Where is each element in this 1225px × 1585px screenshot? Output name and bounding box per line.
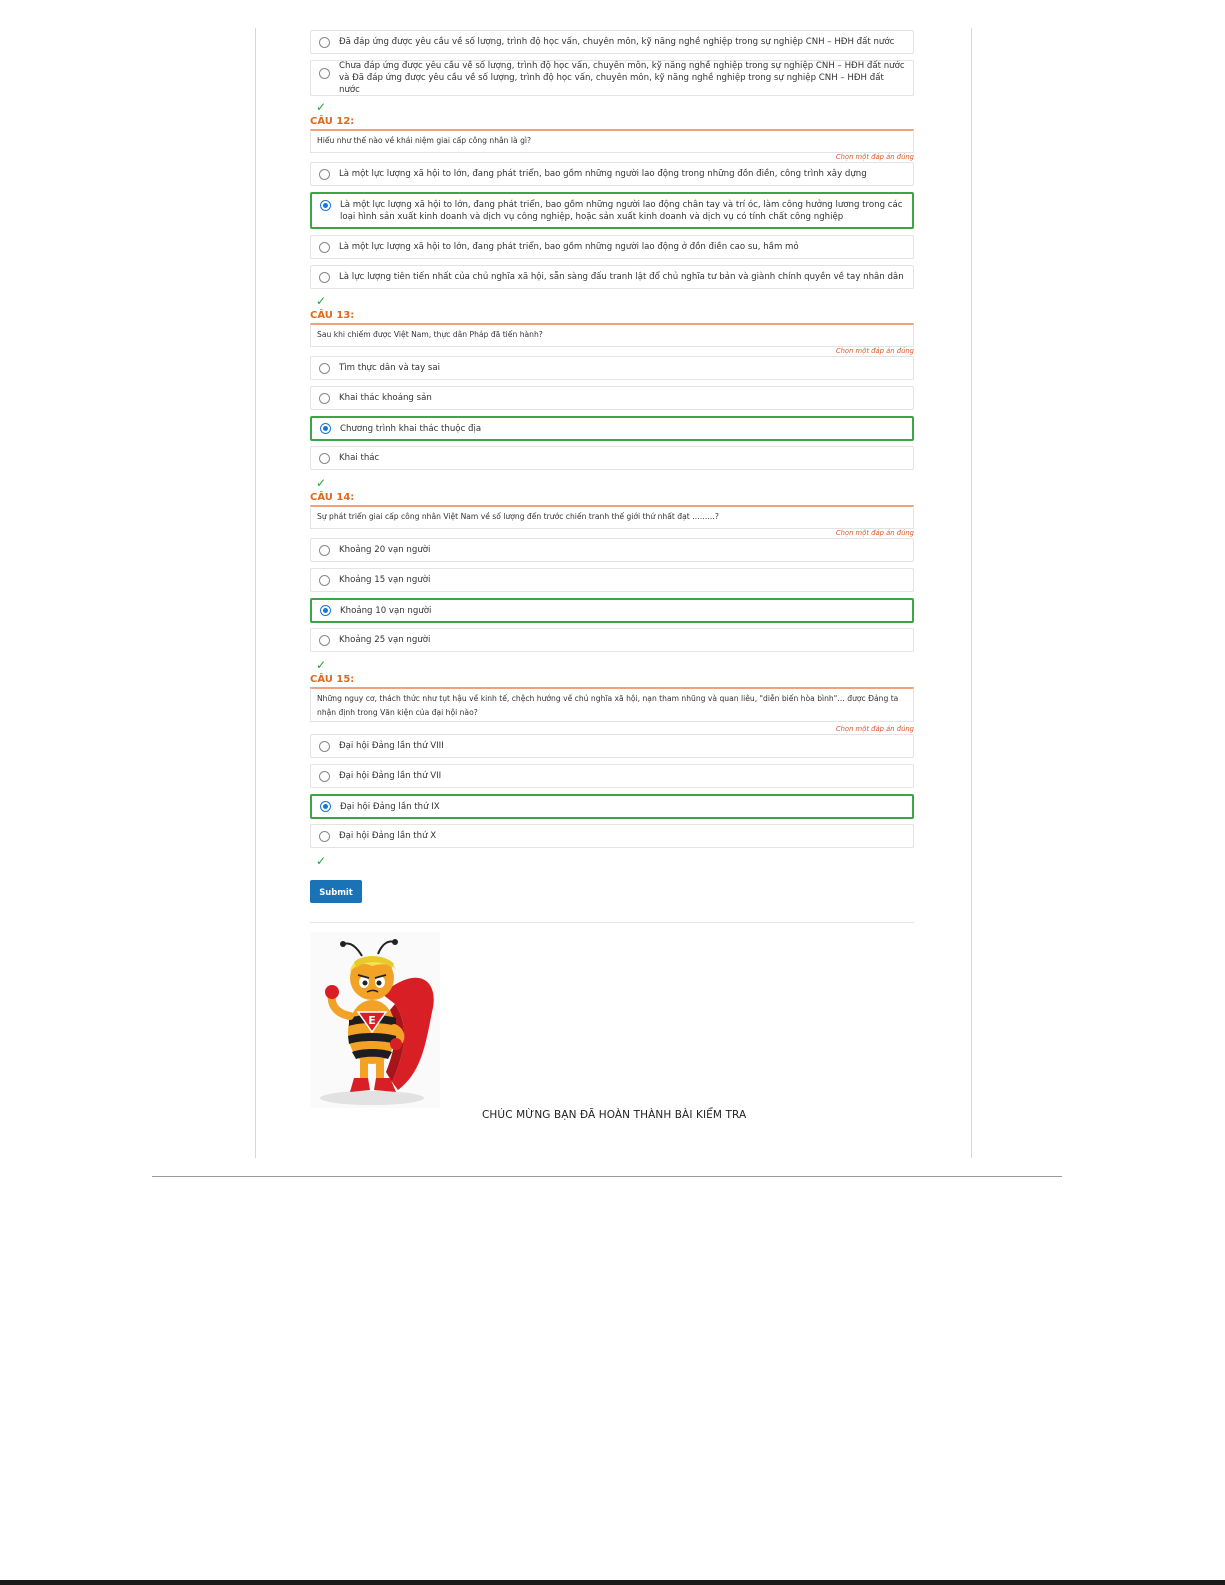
option-q12-d[interactable]: [310, 265, 914, 289]
question-title: CÂU 15:: [310, 674, 355, 685]
question-title: CÂU 13:: [310, 310, 355, 321]
option-label: Là lực lượng tiên tiến nhất của chủ nghĩa xã hội, sẵn sàng đấu tranh lật đổ chủ nghĩa tư bản và giành chính quyền về tay nhân dân: [339, 272, 904, 282]
radio-icon[interactable]: [319, 242, 330, 253]
check-icon: ✓: [316, 476, 327, 490]
divider: [310, 922, 914, 923]
option-label: Tìm thực dân và tay sai: [339, 363, 441, 373]
question-text: Sau khi chiếm được Việt Nam, thực dân Pháp đã tiến hành?: [317, 330, 543, 339]
question-prompt: [310, 687, 914, 722]
option-q13-d[interactable]: [310, 446, 914, 470]
footer-divider: [152, 1176, 1062, 1177]
mascot-emblem-letter: E: [368, 1014, 376, 1027]
question-title: CÂU 14:: [310, 492, 355, 503]
question-text: Hiểu như thế nào về khái niệm giai cấp công nhân là gì?: [317, 136, 532, 145]
radio-icon[interactable]: [319, 393, 330, 404]
option-q11-a[interactable]: [310, 30, 914, 54]
radio-icon[interactable]: [319, 272, 330, 283]
option-label: Khoảng 15 vạn người: [339, 575, 431, 585]
radio-icon[interactable]: [319, 575, 330, 586]
question-prompt: [310, 129, 914, 153]
option-label: Khoảng 10 vạn người: [340, 605, 432, 616]
radio-icon[interactable]: [320, 801, 331, 812]
option-label: Đại hội Đảng lần thứ X: [339, 831, 437, 841]
radio-icon[interactable]: [320, 605, 331, 616]
option-label: Đại hội Đảng lần thứ VII: [339, 771, 442, 781]
option-q14-d[interactable]: [310, 628, 914, 652]
answer-hint: Chọn một đáp án đúng: [835, 347, 914, 355]
option-q12-c[interactable]: [310, 235, 914, 259]
option-label: Đại hội Đảng lần thứ IX: [340, 801, 440, 812]
radio-icon[interactable]: [320, 200, 331, 211]
option-label: Đã đáp ứng được yêu cầu về số lượng, trình độ học vấn, chuyên môn, kỹ năng nghề nghiệp trong sự nghiệp CNH – HĐH đất nước: [339, 37, 895, 47]
question-prompt: [310, 505, 914, 529]
radio-icon[interactable]: [319, 363, 330, 374]
option-q15-a[interactable]: [310, 734, 914, 758]
submit-button[interactable]: Submit: [310, 880, 362, 903]
option-label: Khoảng 20 vạn người: [339, 545, 431, 555]
page-bottom-border: [0, 1580, 1225, 1585]
option-label: Chưa đáp ứng được yêu cầu về số lượng, trình độ học vấn, chuyên môn, kỹ năng nghề nghiệp trong sự nghiệp CNH – HĐH đất nước và Đã đáp ứng được yêu cầu về số lượng, trình độ học vấn, chuyên môn, kỹ năng nghề nghiệp trong sự nghiệp CNH – HĐH đất nước: [339, 61, 905, 95]
option-label: Khoảng 25 vạn người: [339, 635, 431, 645]
option-q14-c[interactable]: [310, 598, 914, 623]
option-label: Là một lực lượng xã hội to lớn, đang phát triển, bao gồm những người lao động trong những đồn điền, công trình xây dựng: [339, 169, 867, 179]
radio-icon[interactable]: [319, 771, 330, 782]
option-q14-b[interactable]: [310, 568, 914, 592]
radio-icon[interactable]: [319, 741, 330, 752]
option-q12-a[interactable]: [310, 162, 914, 186]
mascot-bee-icon: [310, 932, 440, 1108]
option-label: Là một lực lượng xã hội to lớn, đang phát triển, bao gồm những người lao động ở đồn điền cao su, hầm mỏ: [339, 242, 799, 252]
option-q15-c[interactable]: [310, 794, 914, 819]
check-icon: ✓: [316, 100, 327, 114]
option-q13-c[interactable]: [310, 416, 914, 441]
radio-icon[interactable]: [319, 37, 330, 48]
answer-hint: Chọn một đáp án đúng: [835, 725, 914, 733]
answer-hint: Chọn một đáp án đúng: [835, 153, 914, 161]
option-q14-a[interactable]: [310, 538, 914, 562]
option-label: Chương trình khai thác thuộc địa: [340, 423, 482, 434]
option-label: Khai thác khoáng sản: [339, 393, 432, 403]
option-label: Khai thác: [339, 453, 380, 463]
option-q12-b[interactable]: [310, 192, 914, 229]
option-q15-b[interactable]: [310, 764, 914, 788]
check-icon: ✓: [316, 294, 327, 308]
radio-icon[interactable]: [319, 453, 330, 464]
question-text: Những nguy cơ, thách thức như tụt hậu về kinh tế, chệch hướng về chủ nghĩa xã hội, nạn tham nhũng và quan liêu, "diễn biến hòa bình"… được Đảng ta nhận định trong Văn kiện của đại hội nào?: [317, 694, 899, 717]
option-label: Là một lực lượng xã hội to lớn, đang phát triển, bao gồm những người lao động chân tay và trí óc, làm công hưởng lương trong các loại hình sản xuất kinh doanh và dịch vụ công nghiệp, hoặc sản xuất kinh doanh và dịch vụ có tính chất công nghiệp: [340, 199, 903, 222]
radio-icon[interactable]: [320, 423, 331, 434]
question-prompt: [310, 323, 914, 347]
option-q11-b[interactable]: [310, 60, 914, 96]
check-icon: ✓: [316, 854, 327, 868]
answer-hint: Chọn một đáp án đúng: [835, 529, 914, 537]
option-q13-b[interactable]: [310, 386, 914, 410]
radio-icon[interactable]: [319, 68, 330, 79]
check-icon: ✓: [316, 658, 327, 672]
question-text: Sự phát triển giai cấp công nhân Việt Nam về số lượng đến trước chiến tranh thế giới thứ nhất đạt ………?: [317, 512, 719, 521]
completion-message: CHÚC MỪNG BẠN ĐÃ HOÀN THÀNH BÀI KIỂM TRA: [482, 1109, 747, 1121]
radio-icon[interactable]: [319, 831, 330, 842]
radio-icon[interactable]: [319, 169, 330, 180]
option-label: Đại hội Đảng lần thứ VIII: [339, 741, 444, 751]
question-title: CÂU 12:: [310, 116, 355, 127]
option-q13-a[interactable]: [310, 356, 914, 380]
radio-icon[interactable]: [319, 635, 330, 646]
option-q15-d[interactable]: [310, 824, 914, 848]
radio-icon[interactable]: [319, 545, 330, 556]
